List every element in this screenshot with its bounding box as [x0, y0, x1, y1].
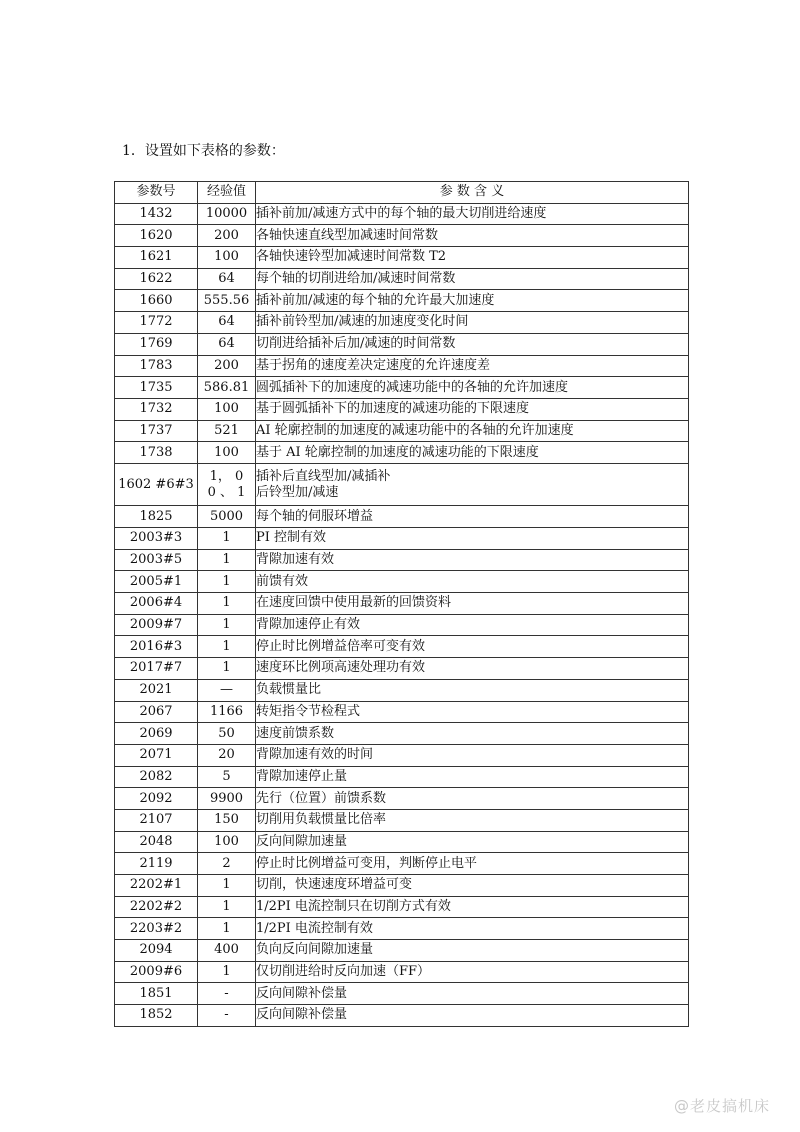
- param-meaning: 速度环比例项高速处理功有效: [256, 658, 689, 680]
- param-meaning: 在速度回馈中使用最新的回馈资料: [256, 593, 689, 615]
- param-number: 2017#7: [115, 658, 198, 680]
- param-number: 1772: [115, 312, 198, 334]
- param-meaning: 圆弧插补下的加速度的减速功能中的各轴的允许加速度: [256, 377, 689, 399]
- param-meaning: 插补前铃型加/减速的加速度变化时间: [256, 312, 689, 334]
- param-meaning: 切削用负载惯量比倍率: [256, 809, 689, 831]
- param-number: 1432: [115, 203, 198, 225]
- param-number: 2003#3: [115, 528, 198, 550]
- table-row: [115, 679, 689, 701]
- table-row: [115, 247, 689, 269]
- param-number: 1738: [115, 442, 198, 464]
- table-row: [115, 225, 689, 247]
- param-number: 2092: [115, 788, 198, 810]
- param-value: 1: [198, 593, 256, 615]
- param-meaning: [256, 463, 689, 505]
- param-meaning: 切削进给插补后加/减速的时间常数: [256, 333, 689, 355]
- table-row: [115, 355, 689, 377]
- param-meaning: AI 轮廓控制的加速度的减速功能中的各轴的允许加速度: [256, 420, 689, 442]
- param-meaning: 反向间隙补偿量: [256, 983, 689, 1005]
- param-meaning: 前馈有效: [256, 571, 689, 593]
- param-number: 1621: [115, 247, 198, 269]
- param-number: 1735: [115, 377, 198, 399]
- header-meaning: 参 数 含 义: [256, 182, 689, 204]
- param-value: 10000: [198, 203, 256, 225]
- param-meaning: 停止时比例增益可变用，判断停止电平: [256, 853, 689, 875]
- param-number: 1622: [115, 268, 198, 290]
- param-number: 2021: [115, 679, 198, 701]
- param-meaning: 负向反向间隙加速量: [256, 940, 689, 962]
- param-meaning: 1/2PI 电流控制有效: [256, 918, 689, 940]
- param-number: 1620: [115, 225, 198, 247]
- param-meaning: 背隙加速有效: [256, 549, 689, 571]
- param-meaning: 每个轴的切削进给加/减速时间常数: [256, 268, 689, 290]
- table-row: [115, 442, 689, 464]
- table-row: [115, 463, 689, 505]
- table-row: [115, 312, 689, 334]
- param-number: 2003#5: [115, 549, 198, 571]
- watermark: @老皮搞机床: [673, 1097, 770, 1115]
- param-meaning: 各轴快速铃型加减速时间常数 T2: [256, 247, 689, 269]
- param-number: 1783: [115, 355, 198, 377]
- param-number: 2006#4: [115, 593, 198, 615]
- param-value: 200: [198, 355, 256, 377]
- param-number: 2202#1: [115, 875, 198, 897]
- table-row: [115, 636, 689, 658]
- param-value: 586.81: [198, 377, 256, 399]
- param-meaning: 每个轴的伺服环增益: [256, 506, 689, 528]
- param-number: 2071: [115, 744, 198, 766]
- param-value: 2: [198, 853, 256, 875]
- param-meaning: 切削，快速速度环增益可变: [256, 875, 689, 897]
- param-number: 2005#1: [115, 571, 198, 593]
- table-row: [115, 744, 689, 766]
- table-row: [115, 528, 689, 550]
- param-meaning: 背隙加速停止有效: [256, 614, 689, 636]
- param-value: —: [198, 679, 256, 701]
- table-row: [115, 377, 689, 399]
- header-empirical-value: 经验值: [198, 182, 256, 204]
- param-value: 50: [198, 723, 256, 745]
- param-value: 100: [198, 398, 256, 420]
- param-number: 2203#2: [115, 918, 198, 940]
- param-number: 2107: [115, 809, 198, 831]
- param-number: 2067: [115, 701, 198, 723]
- param-meaning: 背隙加速停止量: [256, 766, 689, 788]
- parameter-table: [114, 181, 689, 1027]
- param-value: 64: [198, 312, 256, 334]
- table-row: [115, 701, 689, 723]
- table-row: [115, 896, 689, 918]
- table-row: [115, 333, 689, 355]
- param-value: 64: [198, 268, 256, 290]
- table-row: [115, 961, 689, 983]
- param-value: 1: [198, 528, 256, 550]
- param-value: 1: [198, 961, 256, 983]
- table-row: [115, 398, 689, 420]
- table-row: [115, 875, 689, 897]
- param-meaning: 速度前馈系数: [256, 723, 689, 745]
- param-value: 200: [198, 225, 256, 247]
- table-row: [115, 1005, 689, 1027]
- table-row: [115, 940, 689, 962]
- table-row: [115, 658, 689, 680]
- table-body: [115, 203, 689, 1026]
- table-row: [115, 918, 689, 940]
- param-meaning: 各轴快速直线型加减速时间常数: [256, 225, 689, 247]
- param-meaning: 插补前加/减速方式中的每个轴的最大切削进给速度: [256, 203, 689, 225]
- param-value: 100: [198, 831, 256, 853]
- param-number: 1769: [115, 333, 198, 355]
- param-value: 521: [198, 420, 256, 442]
- table-row: [115, 831, 689, 853]
- table-row: [115, 809, 689, 831]
- param-number: 2009#7: [115, 614, 198, 636]
- param-value: [198, 463, 256, 505]
- param-value: 1166: [198, 701, 256, 723]
- table-row: [115, 420, 689, 442]
- param-value: -: [198, 983, 256, 1005]
- table-row: [115, 506, 689, 528]
- param-meaning: 基于圆弧插补下的加速度的减速功能的下限速度: [256, 398, 689, 420]
- param-meaning: 基于 AI 轮廓控制的加速度的减速功能的下限速度: [256, 442, 689, 464]
- param-value: 9900: [198, 788, 256, 810]
- param-number: 2119: [115, 853, 198, 875]
- table-row: [115, 290, 689, 312]
- param-value: 555.56: [198, 290, 256, 312]
- param-value: 400: [198, 940, 256, 962]
- param-number: 2082: [115, 766, 198, 788]
- param-meaning: 仅切削进给时反向加速（FF）: [256, 961, 689, 983]
- param-meaning-line: 后铃型加/减速: [256, 484, 339, 500]
- param-value: 1: [198, 549, 256, 571]
- param-value-line: 0 、 1: [207, 484, 246, 500]
- param-meaning: 停止时比例增益倍率可变有效: [256, 636, 689, 658]
- table-row: [115, 766, 689, 788]
- param-number: 1602 #6#3: [115, 463, 198, 505]
- param-value: 100: [198, 247, 256, 269]
- param-value: 150: [198, 809, 256, 831]
- param-meaning: PI 控制有效: [256, 528, 689, 550]
- param-number: 2009#6: [115, 961, 198, 983]
- table-row: [115, 983, 689, 1005]
- table-row: [115, 549, 689, 571]
- param-value: 1: [198, 614, 256, 636]
- param-meaning: 背隙加速有效的时间: [256, 744, 689, 766]
- param-value-line: 1， 0: [209, 468, 244, 484]
- param-number: 1737: [115, 420, 198, 442]
- param-meaning-line: 插补后直线型加/减插补: [256, 468, 391, 484]
- param-number: 1732: [115, 398, 198, 420]
- header-param-number: 参数号: [115, 182, 198, 204]
- param-number: 1851: [115, 983, 198, 1005]
- table-row: [115, 614, 689, 636]
- param-value: -: [198, 1005, 256, 1027]
- param-value: 1: [198, 658, 256, 680]
- param-value: 1: [198, 875, 256, 897]
- param-meaning: 反向间隙加速量: [256, 831, 689, 853]
- table-row: [115, 788, 689, 810]
- param-value: 1: [198, 571, 256, 593]
- param-meaning: 负载惯量比: [256, 679, 689, 701]
- param-meaning: 1/2PI 电流控制只在切削方式有效: [256, 896, 689, 918]
- param-value: 5: [198, 766, 256, 788]
- param-number: 1825: [115, 506, 198, 528]
- param-meaning: 反向间隙补偿量: [256, 1005, 689, 1027]
- param-meaning: 转矩指令节检程式: [256, 701, 689, 723]
- param-number: 2048: [115, 831, 198, 853]
- param-value: 100: [198, 442, 256, 464]
- param-value: 1: [198, 918, 256, 940]
- table-row: [115, 268, 689, 290]
- param-meaning: 先行（位置）前馈系数: [256, 788, 689, 810]
- param-meaning: 插补前加/减速的每个轴的允许最大加速度: [256, 290, 689, 312]
- param-value: 1: [198, 636, 256, 658]
- param-number: 1660: [115, 290, 198, 312]
- table-row: [115, 723, 689, 745]
- param-number: 2202#2: [115, 896, 198, 918]
- table-row: [115, 593, 689, 615]
- table-row: [115, 853, 689, 875]
- table-row: [115, 203, 689, 225]
- param-value: 5000: [198, 506, 256, 528]
- param-number: 2069: [115, 723, 198, 745]
- param-number: 2016#3: [115, 636, 198, 658]
- section-heading: 1．设置如下表格的参数：: [122, 143, 285, 159]
- param-meaning: 基于拐角的速度差决定速度的允许速度差: [256, 355, 689, 377]
- param-number: 2094: [115, 940, 198, 962]
- param-value: 20: [198, 744, 256, 766]
- table-header-row: [115, 182, 689, 204]
- table-row: [115, 571, 689, 593]
- param-number: 1852: [115, 1005, 198, 1027]
- param-value: 1: [198, 896, 256, 918]
- param-value: 64: [198, 333, 256, 355]
